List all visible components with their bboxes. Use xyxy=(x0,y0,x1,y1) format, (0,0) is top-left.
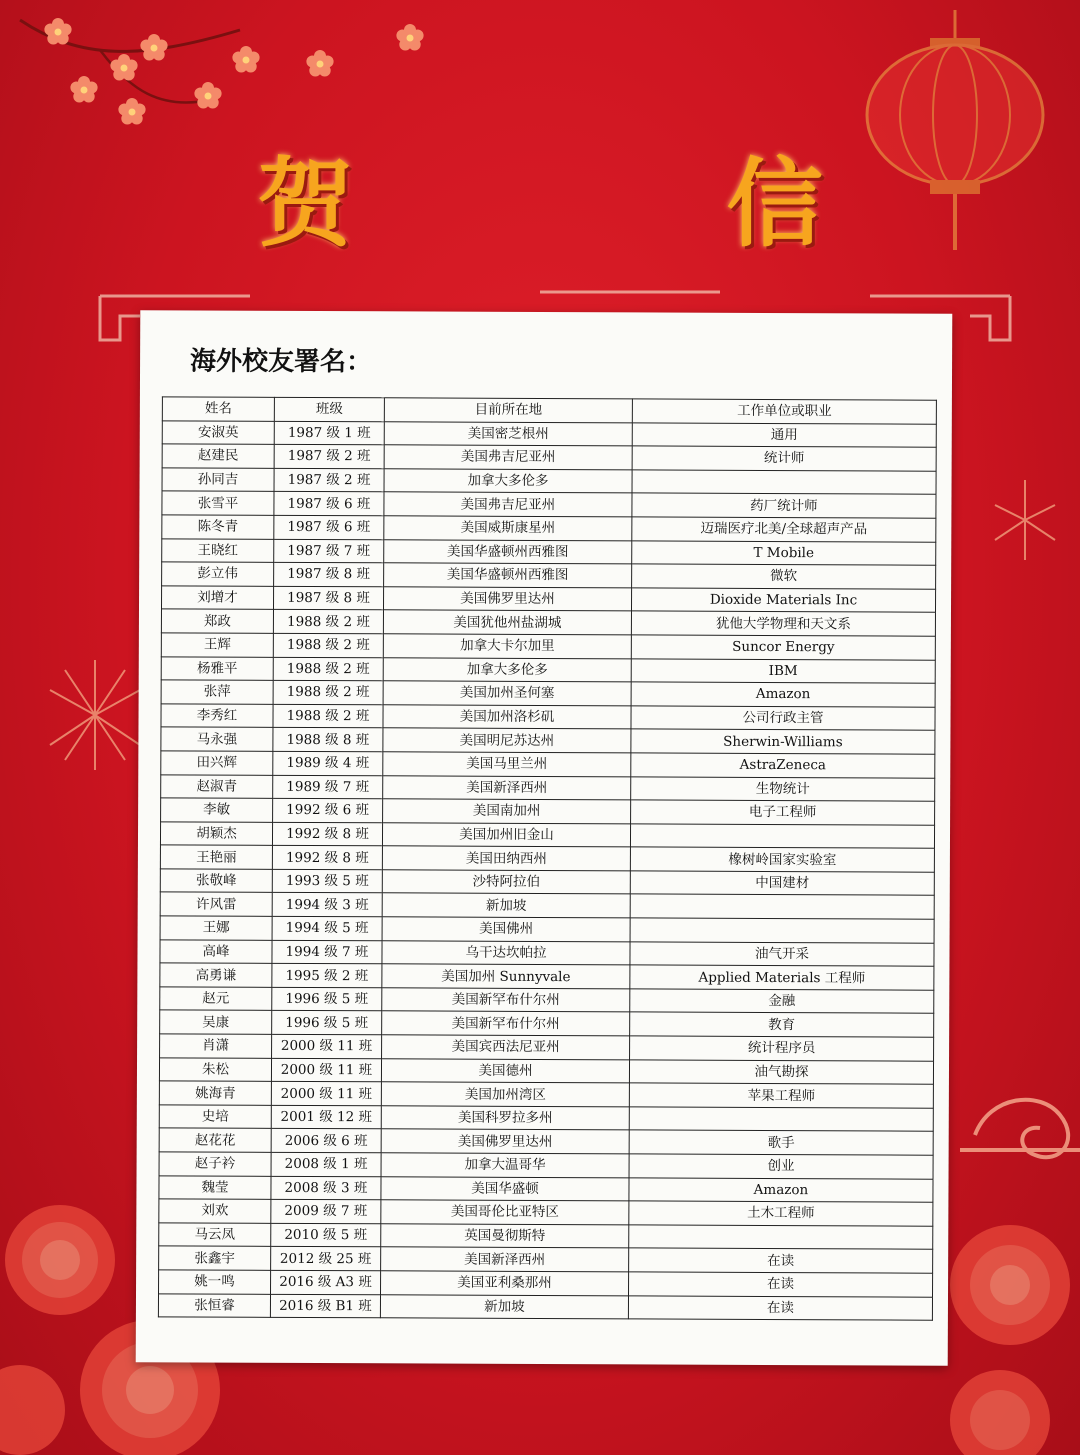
table-row xyxy=(159,1246,933,1273)
cell-location: 新加坡 xyxy=(380,1294,628,1319)
cell-class: 1994 级 7 班 xyxy=(272,940,382,964)
cell-location: 美国加州洛杉矶 xyxy=(383,705,631,730)
cell-name: 郑政 xyxy=(161,609,273,633)
cell-name: 许风雷 xyxy=(160,892,272,916)
cell-occupation: 在读 xyxy=(629,1248,933,1273)
cell-location: 美国亚利桑那州 xyxy=(381,1271,629,1296)
table-row xyxy=(161,798,935,825)
cell-class: 1987 级 1 班 xyxy=(274,421,384,445)
cell-class: 1996 级 5 班 xyxy=(272,987,382,1011)
cell-location: 美国明尼苏达州 xyxy=(383,728,631,753)
cell-occupation: Dioxide Materials Inc xyxy=(631,588,935,613)
cell-class: 2008 级 3 班 xyxy=(271,1176,381,1200)
table-row xyxy=(159,1105,933,1132)
cell-name: 高勇谦 xyxy=(160,963,272,987)
cell-name: 朱松 xyxy=(159,1057,271,1081)
cell-occupation: Amazon xyxy=(629,1177,933,1202)
cell-name: 赵花花 xyxy=(159,1128,271,1152)
sheet-heading: 海外校友署名： xyxy=(190,346,373,378)
cell-location: 沙特阿拉伯 xyxy=(382,870,630,895)
cell-name: 孙同吉 xyxy=(162,468,274,492)
cell-class: 1992 级 6 班 xyxy=(273,798,383,822)
cell-occupation: 药厂统计师 xyxy=(632,493,936,518)
table-row xyxy=(160,892,934,919)
table-row xyxy=(160,963,934,990)
cell-name: 史培 xyxy=(159,1105,271,1129)
cell-class: 1993 级 5 班 xyxy=(272,869,382,893)
cell-class: 1987 级 2 班 xyxy=(274,445,384,469)
plum-blossom-icon xyxy=(20,18,424,125)
table-row xyxy=(160,1010,934,1037)
cell-class: 2008 级 1 班 xyxy=(271,1152,381,1176)
cell-name: 张雪平 xyxy=(162,491,274,515)
table-header-row xyxy=(162,397,936,424)
table-row xyxy=(159,1199,933,1226)
table-row xyxy=(160,869,934,896)
table-row xyxy=(162,491,936,518)
cell-location: 加拿大卡尔加里 xyxy=(383,634,631,659)
table-row xyxy=(160,845,934,872)
cell-occupation: 通用 xyxy=(632,422,936,447)
alumni-table xyxy=(158,396,937,1321)
cell-name: 张恒睿 xyxy=(158,1293,270,1317)
table-row xyxy=(158,1293,932,1320)
alumni-table-body xyxy=(158,420,936,1320)
cell-occupation: 教育 xyxy=(630,1012,934,1037)
cell-class: 1992 级 8 班 xyxy=(272,822,382,846)
cell-name: 姚海青 xyxy=(159,1081,271,1105)
cell-occupation: 在读 xyxy=(629,1272,933,1297)
cell-name: 刘欢 xyxy=(159,1199,271,1223)
table-row xyxy=(162,420,936,447)
cell-name: 王娜 xyxy=(160,916,272,940)
cell-class: 1989 级 4 班 xyxy=(273,751,383,775)
cell-class: 1994 级 3 班 xyxy=(272,893,382,917)
cell-class: 1996 级 5 班 xyxy=(272,1011,382,1035)
cell-class: 2009 级 7 班 xyxy=(271,1199,381,1223)
cell-name: 马永强 xyxy=(161,727,273,751)
column-header-occupation: 工作单位或职业 xyxy=(632,399,936,424)
cell-occupation: 犹他大学物理和天文系 xyxy=(631,611,935,636)
cell-class: 1992 级 8 班 xyxy=(272,846,382,870)
cell-occupation xyxy=(629,1225,933,1250)
cell-name: 张萍 xyxy=(161,680,273,704)
cell-occupation xyxy=(630,824,934,849)
table-row xyxy=(161,656,935,683)
cell-location: 美国哥伦比亚特区 xyxy=(381,1200,629,1225)
cell-occupation: Suncor Energy xyxy=(631,635,935,660)
cell-occupation: Applied Materials 工程师 xyxy=(630,965,934,990)
cell-name: 田兴辉 xyxy=(161,751,273,775)
cell-location: 新加坡 xyxy=(382,893,630,918)
cell-location: 美国佛罗里达州 xyxy=(381,1129,629,1154)
table-row xyxy=(161,727,935,754)
table-row xyxy=(162,515,936,542)
cell-name: 李敏 xyxy=(161,798,273,822)
cell-location: 美国华盛顿州西雅图 xyxy=(384,539,632,564)
cell-location: 美国新泽西州 xyxy=(383,775,631,800)
cell-location: 美国加州旧金山 xyxy=(382,822,630,847)
table-row xyxy=(162,538,936,565)
cell-class: 2016 级 B1 班 xyxy=(270,1294,380,1318)
cell-location: 美国弗吉尼亚州 xyxy=(384,492,632,517)
cell-class: 2000 级 11 班 xyxy=(271,1058,381,1082)
cell-name: 赵子衿 xyxy=(159,1152,271,1176)
cell-occupation xyxy=(630,894,934,919)
cell-occupation: 土木工程师 xyxy=(629,1201,933,1226)
cell-location: 美国犹他州盐湖城 xyxy=(383,610,631,635)
cell-location: 美国科罗拉多州 xyxy=(381,1106,629,1131)
cell-occupation: 生物统计 xyxy=(631,776,935,801)
cell-occupation: 微软 xyxy=(632,564,936,589)
cell-class: 2010 级 5 班 xyxy=(271,1223,381,1247)
cell-name: 胡颖杰 xyxy=(160,822,272,846)
cell-location: 美国弗吉尼亚州 xyxy=(384,445,632,470)
cell-location: 美国南加州 xyxy=(383,799,631,824)
signature-sheet xyxy=(136,310,953,1366)
cell-occupation: 公司行政主管 xyxy=(631,706,935,731)
cell-name: 王晓红 xyxy=(162,538,274,562)
cell-location: 美国新罕布什尔州 xyxy=(382,1011,630,1036)
table-row xyxy=(161,609,935,636)
cell-name: 姚一鸣 xyxy=(159,1270,271,1294)
table-row xyxy=(159,1152,933,1179)
cell-location: 加拿大温哥华 xyxy=(381,1153,629,1178)
cell-location: 加拿大多伦多 xyxy=(383,657,631,682)
cell-class: 1995 级 2 班 xyxy=(272,964,382,988)
cell-name: 陈冬青 xyxy=(162,515,274,539)
cell-class: 2016 级 A3 班 xyxy=(271,1270,381,1294)
cell-occupation xyxy=(629,1107,933,1132)
table-row xyxy=(161,633,935,660)
table-row xyxy=(161,751,935,778)
cell-name: 马云凤 xyxy=(159,1223,271,1247)
cell-occupation: 迈瑞医疗北美/全球超声产品 xyxy=(632,517,936,542)
cell-occupation: 油气勘探 xyxy=(629,1060,933,1085)
cell-name: 安淑英 xyxy=(162,420,274,444)
cell-name: 高峰 xyxy=(160,939,272,963)
cell-class: 1987 级 8 班 xyxy=(274,562,384,586)
cell-occupation: 金融 xyxy=(630,989,934,1014)
cell-class: 1988 级 2 班 xyxy=(273,704,383,728)
cell-location: 英国曼彻斯特 xyxy=(381,1224,629,1249)
cell-occupation: 统计程序员 xyxy=(630,1036,934,1061)
cell-class: 2012 级 25 班 xyxy=(271,1247,381,1271)
table-row xyxy=(160,822,934,849)
cell-location: 美国加州湾区 xyxy=(381,1082,629,1107)
cell-location: 美国华盛顿州西雅图 xyxy=(384,563,632,588)
cell-occupation: 橡树岭国家实验室 xyxy=(630,847,934,872)
cell-class: 1989 级 7 班 xyxy=(273,775,383,799)
table-row xyxy=(159,1270,933,1297)
table-row xyxy=(159,1128,933,1155)
cell-class: 1988 级 2 班 xyxy=(273,680,383,704)
cell-occupation: 统计师 xyxy=(632,446,936,471)
letter-title: 贺 信 xyxy=(257,148,993,260)
cell-occupation: 油气开采 xyxy=(630,942,934,967)
table-row xyxy=(160,939,934,966)
cell-name: 魏莹 xyxy=(159,1175,271,1199)
cell-occupation: 苹果工程师 xyxy=(629,1083,933,1108)
cell-name: 李秀红 xyxy=(161,704,273,728)
cell-location: 美国密芝根州 xyxy=(384,421,632,446)
cell-name: 赵建民 xyxy=(162,444,274,468)
cell-class: 2000 级 11 班 xyxy=(271,1082,381,1106)
cell-name: 吴康 xyxy=(160,1010,272,1034)
cell-class: 1987 级 2 班 xyxy=(274,468,384,492)
cell-occupation: Amazon xyxy=(631,682,935,707)
table-row xyxy=(161,680,935,707)
cell-class: 1987 级 6 班 xyxy=(274,492,384,516)
table-row xyxy=(162,562,936,589)
cell-location: 美国佛州 xyxy=(382,917,630,942)
cell-occupation: 在读 xyxy=(628,1295,932,1320)
column-header-location: 目前所在地 xyxy=(384,398,632,423)
cell-location: 加拿大多伦多 xyxy=(384,469,632,494)
cell-name: 肖潇 xyxy=(160,1034,272,1058)
cell-name: 赵淑青 xyxy=(161,774,273,798)
cell-occupation: AstraZeneca xyxy=(631,753,935,778)
cell-occupation: 中国建材 xyxy=(630,871,934,896)
table-row xyxy=(162,444,936,471)
table-row xyxy=(159,1081,933,1108)
column-header-name: 姓名 xyxy=(162,397,274,421)
column-header-class: 班级 xyxy=(274,397,384,421)
cell-class: 2006 级 6 班 xyxy=(271,1129,381,1153)
table-row xyxy=(159,1175,933,1202)
cell-class: 2001 级 12 班 xyxy=(271,1105,381,1129)
table-row xyxy=(160,916,934,943)
cell-name: 张鑫宇 xyxy=(159,1246,271,1270)
cell-class: 1988 级 2 班 xyxy=(273,657,383,681)
table-row xyxy=(161,586,935,613)
cell-location: 美国宾西法尼亚州 xyxy=(382,1035,630,1060)
table-row xyxy=(162,468,936,495)
cell-location: 美国威斯康星州 xyxy=(384,516,632,541)
cell-occupation: 电子工程师 xyxy=(631,800,935,825)
cell-class: 1988 级 2 班 xyxy=(273,610,383,634)
cell-location: 美国新罕布什尔州 xyxy=(382,988,630,1013)
table-row xyxy=(161,774,935,801)
cell-class: 1988 级 8 班 xyxy=(273,728,383,752)
cell-location: 乌干达坎帕拉 xyxy=(382,940,630,965)
cell-location: 美国加州 Sunnyvale xyxy=(382,964,630,989)
table-row xyxy=(160,1034,934,1061)
cell-class: 1994 级 5 班 xyxy=(272,916,382,940)
cell-occupation xyxy=(632,470,936,495)
cell-location: 美国加州圣何塞 xyxy=(383,681,631,706)
cell-location: 美国佛罗里达州 xyxy=(383,587,631,612)
table-row xyxy=(159,1223,933,1250)
table-row xyxy=(160,987,934,1014)
cell-location: 美国德州 xyxy=(381,1058,629,1083)
cell-location: 美国华盛顿 xyxy=(381,1176,629,1201)
cell-occupation: T Mobile xyxy=(632,540,936,565)
cell-occupation: 创业 xyxy=(629,1154,933,1179)
cell-name: 杨雅平 xyxy=(161,656,273,680)
cell-location: 美国新泽西州 xyxy=(381,1247,629,1272)
cell-name: 王艳丽 xyxy=(160,845,272,869)
cell-location: 美国田纳西州 xyxy=(382,846,630,871)
cell-class: 1987 级 7 班 xyxy=(274,539,384,563)
cell-occupation: Sherwin-Williams xyxy=(631,729,935,754)
cell-name: 赵元 xyxy=(160,987,272,1011)
cell-class: 1988 级 2 班 xyxy=(273,633,383,657)
table-row xyxy=(161,704,935,731)
cell-name: 彭立伟 xyxy=(162,562,274,586)
cell-class: 1987 级 6 班 xyxy=(274,515,384,539)
table-row xyxy=(159,1057,933,1084)
cell-name: 王辉 xyxy=(161,633,273,657)
cell-occupation: 歌手 xyxy=(629,1130,933,1155)
cell-class: 2000 级 11 班 xyxy=(272,1034,382,1058)
cell-name: 张敬峰 xyxy=(160,869,272,893)
cloud-scroll-icon xyxy=(960,1100,1080,1158)
cell-class: 1987 级 8 班 xyxy=(273,586,383,610)
cell-location: 美国马里兰州 xyxy=(383,752,631,777)
cell-occupation xyxy=(630,918,934,943)
cell-occupation: IBM xyxy=(631,658,935,683)
cell-name: 刘增才 xyxy=(161,586,273,610)
